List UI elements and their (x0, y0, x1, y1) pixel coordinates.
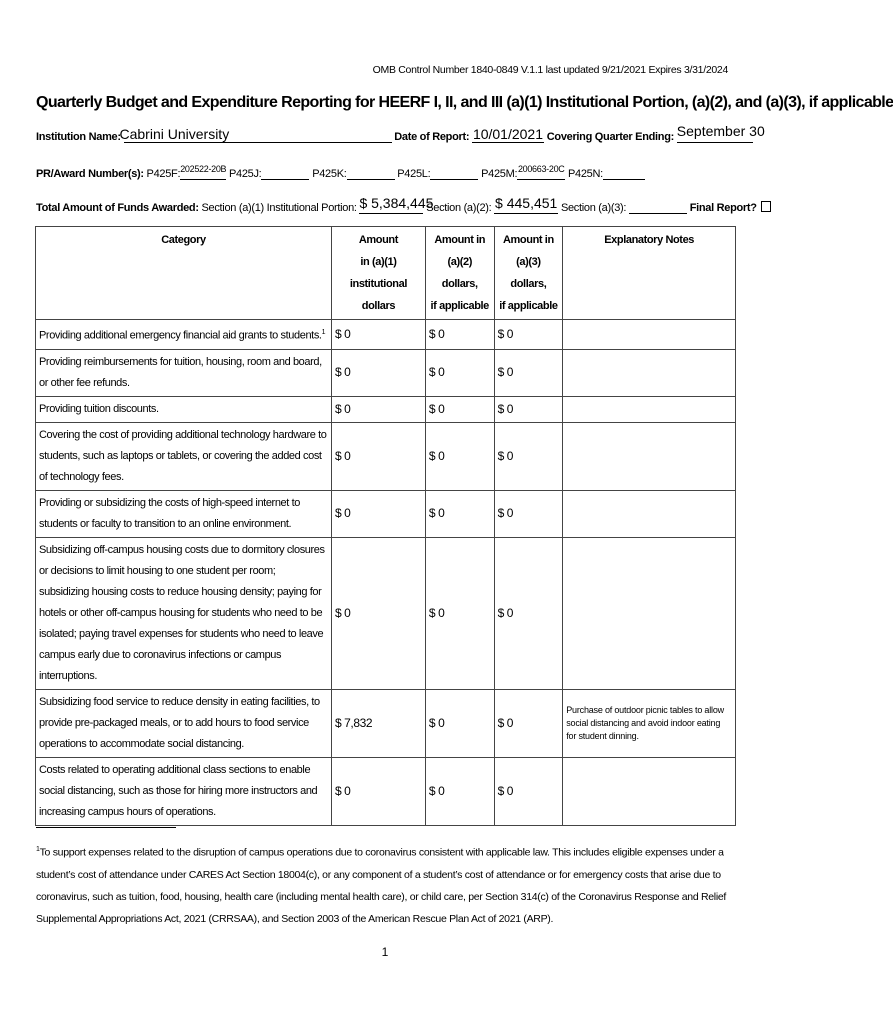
p425f-value: 202522-20B (180, 164, 227, 174)
a1-total-field[interactable] (359, 195, 434, 214)
a2-total-field[interactable] (494, 195, 558, 214)
p425l-label: P425L: (397, 168, 431, 180)
p425n-field[interactable] (603, 167, 645, 180)
row-notes[interactable] (563, 396, 736, 422)
row-a1-amount[interactable]: $ 0 (331, 320, 425, 350)
row-notes[interactable] (563, 349, 736, 396)
row-category: Providing reimbursements for tuition, housing, room and board, or other fee refunds. (36, 349, 332, 396)
final-report-label: Final Report? (689, 202, 757, 214)
header-a3-line3: if applicable (499, 300, 558, 312)
table-row (36, 349, 736, 396)
header-notes: Explanatory Notes (563, 227, 736, 320)
row-category: Providing tuition discounts. (36, 396, 332, 422)
row-a1-amount[interactable]: $ 0 (331, 396, 425, 422)
a2-total-value: $ 445,451 (495, 195, 558, 211)
p425k-label: P425K: (312, 168, 347, 180)
row-a1-amount[interactable]: $ 0 (331, 490, 425, 537)
date-of-report-value: 10/01/2021 (472, 126, 544, 142)
header-a3-line2: (a)(3) dollars, (510, 256, 547, 290)
footnote-text: To support expenses related to the disruption of campus operations due to coronavirus consistent with applicable law. This includes eligible expenses under a student’s cost of attendance under CARES Act Section 18004(c), or any component of a student’s cost of attendance or for emergency costs that arise due to coronavirus, such as tuition, food, housing, health care (including mental health care), or child care, per Section 314(c) of the Coronavirus Response and Relief Supplemental Appropriations Act, 2021 (CRRSAA), and Section 2003 of the American Rescue Plan Act of 2021 (ARP). (36, 846, 727, 925)
p425j-label: P425J: (228, 168, 262, 180)
table-row (36, 422, 736, 490)
row-a2-amount[interactable]: $ 0 (425, 490, 494, 537)
header-a1 (331, 227, 425, 320)
row-a2-amount[interactable]: $ 0 (425, 757, 494, 825)
row-a3-amount[interactable]: $ 0 (494, 757, 563, 825)
a1-total-value: $ 5,384,445 (359, 195, 434, 211)
header-a2-line2: (a)(2) dollars, (441, 256, 478, 290)
row-category: Subsidizing food service to reduce density in eating facilities, to provide pre-packaged meals, or to add hours to food service operations to accommodate social distancing. (36, 689, 332, 757)
institution-field[interactable] (119, 126, 392, 143)
covering-quarter-value: September 30 (676, 123, 765, 139)
p425m-field[interactable] (517, 164, 565, 180)
institution-label: Institution Name: (36, 131, 121, 143)
row-a3-amount[interactable]: $ 0 (494, 490, 563, 537)
header-a1-line2: in (a)(1) (360, 256, 397, 268)
p425k-field[interactable] (347, 167, 395, 180)
header-category: Category (36, 227, 332, 320)
row-notes[interactable] (563, 757, 736, 825)
row-notes[interactable] (563, 320, 736, 350)
total-funds-line (36, 195, 771, 214)
footnote-number: 1 (36, 846, 40, 853)
date-of-report-field[interactable] (472, 126, 544, 143)
a2-section-label: Section (a)(2): (426, 202, 492, 214)
footnote-ref: 1 (321, 329, 326, 336)
row-notes[interactable] (563, 422, 736, 490)
row-a1-amount[interactable]: $ 7,832 (331, 689, 425, 757)
row-a3-amount[interactable]: $ 0 (494, 422, 563, 490)
header-a1-line3: institutional dollars (349, 278, 407, 312)
row-category: Subsidizing off-campus housing costs due to dormitory closures or decisions to limit housing to one student per room; subsidizing housing costs to reduce housing density; paying for hotels or other off-campus housing for students who need to be isolated; paying travel expenses for students who need to leave campus early due to coronavirus infections or campus interruptions. (36, 537, 332, 689)
row-a2-amount[interactable]: $ 0 (425, 349, 494, 396)
budget-table (35, 226, 736, 826)
a3-section-label: Section (a)(3): (560, 202, 627, 214)
table-row (36, 537, 736, 689)
p425f-field[interactable] (180, 164, 227, 180)
row-category-text: Providing additional emergency financial aid grants to students. (39, 329, 322, 342)
pr-award-label: PR/Award Number(s): (36, 168, 144, 180)
a1-section-label: Section (a)(1) Institutional Portion: (201, 202, 357, 214)
row-a2-amount[interactable]: $ 0 (425, 396, 494, 422)
row-a1-amount[interactable]: $ 0 (331, 349, 425, 396)
covering-quarter-field[interactable] (676, 123, 765, 143)
row-notes[interactable]: Purchase of outdoor picnic tables to allow social distancing and avoid indoor eating for student dinning. (563, 689, 736, 757)
p425n-label: P425N: (567, 168, 603, 180)
covering-quarter-label: Covering Quarter Ending: (546, 131, 675, 143)
total-funds-label: Total Amount of Funds Awarded: (36, 202, 199, 214)
table-row (36, 320, 736, 350)
p425j-field[interactable] (261, 167, 309, 180)
row-a3-amount[interactable]: $ 0 (494, 349, 563, 396)
p425f-label: P425F: (146, 168, 181, 180)
header-a1-line1: Amount (358, 234, 398, 246)
table-header-row (36, 227, 736, 320)
header-a2 (425, 227, 494, 320)
page-number: 1 (381, 945, 389, 959)
row-a3-amount[interactable]: $ 0 (494, 689, 563, 757)
row-a3-amount[interactable]: $ 0 (494, 537, 563, 689)
p425m-label: P425M: (481, 168, 518, 180)
row-category: Covering the cost of providing additional technology hardware to students, such as laptops or tablets, or covering the added cost of technology fees. (36, 422, 332, 490)
table-row (36, 490, 736, 537)
row-a2-amount[interactable]: $ 0 (425, 320, 494, 350)
table-row (36, 689, 736, 757)
table-row (36, 396, 736, 422)
footnote-divider (36, 827, 176, 828)
row-notes[interactable] (563, 490, 736, 537)
final-report-checkbox[interactable] (761, 201, 771, 212)
row-a1-amount[interactable]: $ 0 (331, 422, 425, 490)
row-category: Costs related to operating additional class sections to enable social distancing, such as those for hiring more instructors and increasing campus hours of operations. (36, 757, 332, 825)
row-a1-amount[interactable]: $ 0 (331, 537, 425, 689)
p425m-value: 200663-20C (517, 164, 565, 174)
institution-value: Cabrini University (119, 126, 230, 142)
header-a2-line3: if applicable (430, 300, 489, 312)
form-title: Quarterly Budget and Expenditure Reporting for HEERF I, II, and III (a)(1) Institutional Portion, (a)(2), and (a)(3), if applicable (36, 94, 893, 111)
header-a3-line1: Amount in (503, 234, 554, 246)
footnote (36, 839, 736, 930)
pr-award-line (36, 164, 645, 180)
date-of-report-label: Date of Report: (394, 131, 470, 143)
row-a2-amount[interactable]: $ 0 (425, 537, 494, 689)
institution-line (36, 123, 765, 143)
row-a1-amount[interactable]: $ 0 (331, 757, 425, 825)
omb-control-line: OMB Control Number 1840-0849 V.1.1 last updated 9/21/2021 Expires 3/31/2024 (372, 64, 728, 76)
a3-total-field[interactable] (629, 201, 687, 214)
row-a3-amount[interactable]: $ 0 (494, 320, 563, 350)
row-category: Providing or subsidizing the costs of high-speed internet to students or faculty to transition to an online environment. (36, 490, 332, 537)
table-row (36, 757, 736, 825)
row-a3-amount[interactable]: $ 0 (494, 396, 563, 422)
row-category (36, 320, 332, 350)
row-a2-amount[interactable]: $ 0 (425, 422, 494, 490)
p425l-field[interactable] (430, 167, 478, 180)
header-a3 (494, 227, 563, 320)
header-a2-line1: Amount in (434, 234, 486, 246)
row-a2-amount[interactable]: $ 0 (425, 689, 494, 757)
row-notes[interactable] (563, 537, 736, 689)
